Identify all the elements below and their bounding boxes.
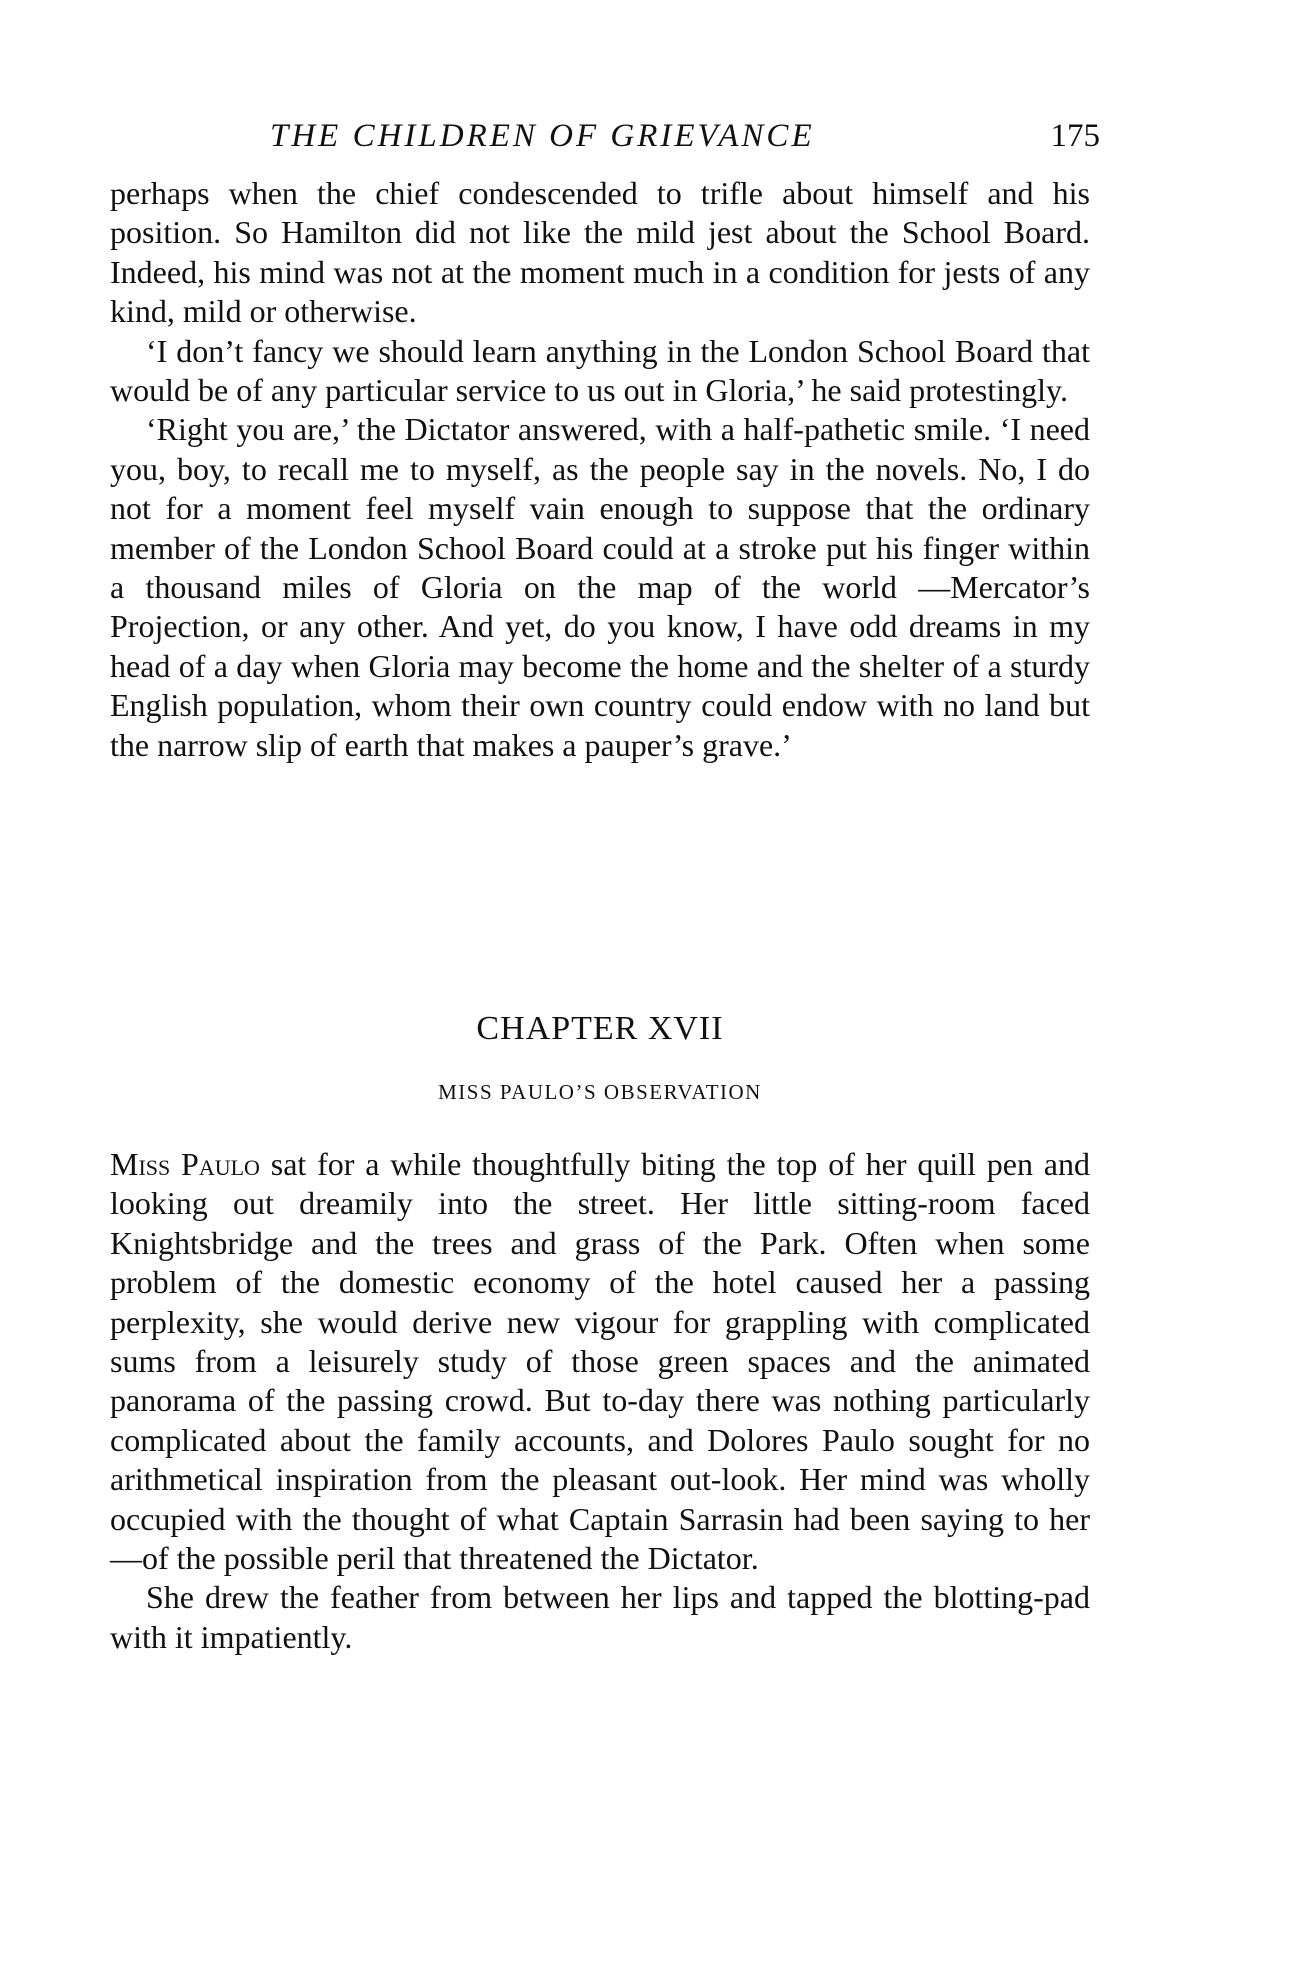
opening-words: Miss Paulo <box>110 1146 260 1182</box>
chapter-text <box>110 1145 1090 1657</box>
paragraph: She drew the feather from between her lips and tapped the blotting-pad with it impatiently. <box>110 1579 1090 1655</box>
running-title: THE CHILDREN OF GRIEVANCE <box>270 118 815 154</box>
page-number: 175 <box>1050 118 1100 154</box>
running-header <box>270 118 1100 155</box>
section-text <box>110 174 1090 765</box>
paragraph <box>110 1145 1090 1578</box>
paragraph: ‘I don’t fancy we should learn anything in the London School Board that would be of any particular service to us out in Gloria,’ he said protestingly. <box>110 332 1090 409</box>
paragraph: ‘Right you are,’ the Dictator answered, with a half-pathetic smile. ‘I need you, boy, to recall me to myself, as the people say in the novels. No, I do not for a moment feel myself vain enough to suppose that the ordinary member of the London School Board could at a stroke put his finger within a thousand miles of Gloria on the map of the world —Mercator’s Projection, or any other. And yet, do you know, I have odd dreams in my head of a day when Gloria may become the home and the shelter of a sturdy English population, whom their own country could endow with no land but the narrow slip of earth that makes a pauper’s grave.’ <box>110 411 1090 763</box>
paragraph: perhaps when the chief condescended to trifle about himself and his position. So Hamilton did not like the mild jest about the School Board. Indeed, his mind was not at the moment much in a condition for jests of any kind, mild or otherwise. <box>110 175 1090 330</box>
chapter-title: CHAPTER XVII <box>476 1010 724 1047</box>
chapter-subtitle: MISS PAULO’S OBSERVATION <box>438 1080 762 1104</box>
paragraph-text: sat for a while thoughtfully biting the top of her quill pen and looking out dreamily into the street. Her little sitting-room faced Knightsbridge and the trees and grass of the Park. Often when some problem of the domestic economy of the hotel caused her a passing perplexity, she would derive new vigour for grappling with complicated sums from a leisurely study of those green spaces and the animated panorama of the passing crowd. But to-day there was nothing particularly complicated about the family accounts, and Dolores Paulo sought for no arithmetical inspiration from the pleasant out-look. Her mind was wholly occupied with the thought of what Captain Sarrasin had been saying to her—of the possible peril that threatened the Dictator. <box>110 1146 1090 1577</box>
